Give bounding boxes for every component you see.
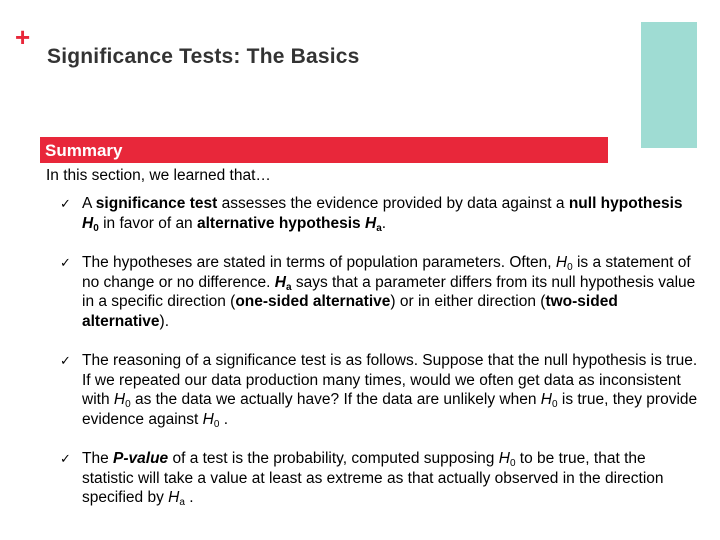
bullet-item	[60, 449, 700, 508]
bullet-text: The hypotheses are stated in terms of population parameters. Often, $H_0$ is a statement of no change or no difference. $H_a$ says that a parameter differs from its null hypothesis value in a specific direction (one-sided alternative) or in either direction (two-sided alternative).	[82, 254, 696, 330]
checkmark-icon: ✓	[60, 451, 71, 466]
checkmark-icon: ✓	[60, 353, 71, 368]
decorative-accent-block	[641, 22, 697, 148]
intro-text: In this section, we learned that…	[46, 167, 271, 184]
plus-icon: +	[15, 22, 31, 52]
checkmark-icon: ✓	[60, 255, 71, 270]
bullet-item	[60, 194, 700, 233]
bullet-text: The P-value of a test is the probability, computed supposing $H_0$ to be true, that the statistic will take a value at least as extreme as that actually observed in the direction specified by $H_a$ .	[82, 450, 664, 508]
bullet-item	[60, 253, 700, 331]
slide-title: Significance Tests: The Basics	[47, 45, 360, 68]
bullet-text: The reasoning of a significance test is as follows. Suppose that the null hypothesis is true. If we repeated our data production many times, would we often get data as inconsistent with $H_0$ as the data we actually have? If the data are unlikely when $H_0$ is true, they provide evidence against $H_0$ .	[82, 352, 698, 430]
summary-header-bar	[40, 137, 608, 163]
summary-label: Summary	[45, 141, 123, 160]
checkmark-icon: ✓	[60, 196, 71, 211]
bullet-text: A significance test assesses the evidence provided by data against a null hypothesis $H_0$ in favor of an alternative hypothesis $H_a$.	[82, 195, 683, 234]
summary-bullet-list	[60, 194, 700, 508]
bullet-item	[60, 351, 700, 429]
